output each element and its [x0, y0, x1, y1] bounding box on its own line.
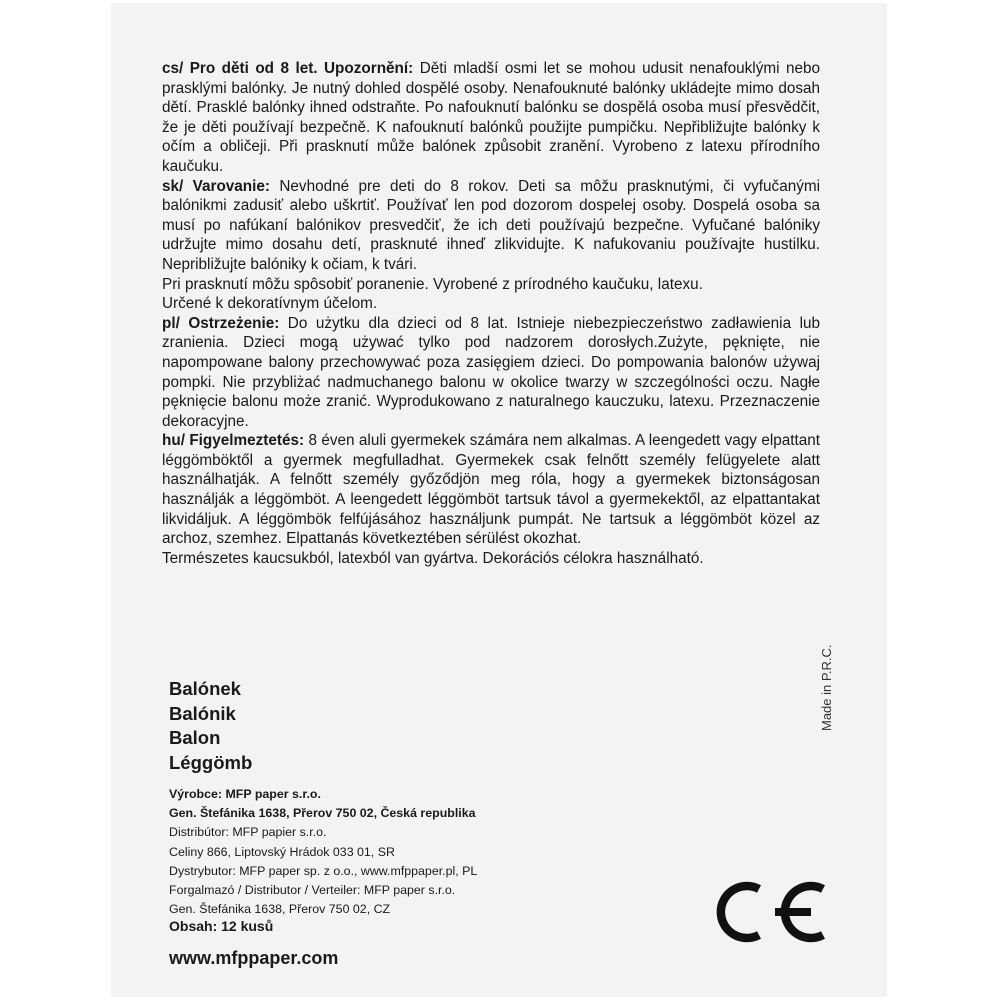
producer-line-4: Celiny 866, Liptovský Hrádok 033 01, SR — [169, 844, 395, 859]
product-name-hu: Léggömb — [169, 751, 253, 773]
product-name-pl: Balon — [169, 727, 221, 748]
warning-sk-text: Nevhodné pre deti do 8 rokov. Deti sa môžu prasknutými, či vyfučanými balónikmi zadusiť alebo uškrtiť. Používať len pod dozorom dospelej osoby. Dospelá osoba sa musí po nafúkaní balónikov presvedčiť, že ich deti používajú bezpečne. Vyfučané balóniky udržujte mimo dosahu detí, prasknuté ihneď zlikvidujte. K nafukovaniu používajte hustilku. Nepribližujte balóniky k očiam, k tvári. — [162, 177, 820, 273]
producer-info — [169, 785, 477, 919]
warning-sk-label: sk/ Varovanie: — [162, 177, 271, 195]
contents-count: Obsah: 12 kusů — [169, 918, 274, 934]
producer-line-1: Výrobce: MFP paper s.r.o. — [169, 787, 321, 801]
website-url: www.mfppaper.com — [169, 948, 339, 968]
warning-pl-text: Do użytku dla dzieci od 8 lat. Istnieje niebezpieczeństwo zadławienia lub zranienia. Dzieci mogą używać tylko pod nadzorem dorosłych.Zużyte, pęknięte, nie napompowane balony przechowywać poza zasięgiem dzieci. Do pompowania balonów używaj pompki. Nie przybliżać nadmuchanego balonu w okolice twarzy w szczególności oczu. Nagłe pęknięcie balonu może zranić. Wyprodukowano z naturalnego kauczuku, latexu. Przeznaczenie dekoracyjne. — [162, 314, 820, 430]
warning-pl-label: pl/ Ostrzeżenie: — [162, 314, 280, 332]
warning-hu-label: hu/ Figyelmeztetés: — [162, 432, 305, 450]
warning-cs-label: cs/ Pro děti od 8 let. Upozornění: — [162, 60, 414, 77]
producer-line-3: Distribútor: MFP papier s.r.o. — [169, 825, 327, 840]
warning-sk-extra-2: Určené k dekoratívnym účelom. — [162, 295, 378, 313]
product-name-cs: Balónek — [169, 678, 241, 699]
product-names — [169, 677, 252, 775]
warning-cs — [162, 59, 820, 177]
warning-hu-extra-1: Természetes kaucsukból, latexból van gyártva. Dekorációs célokra használható. — [162, 549, 704, 567]
producer-line-5: Dystrybutor: MFP paper sp. z o.o., www.mfppaper.pl, PL — [169, 863, 478, 878]
producer-line-2: Gen. Štefánika 1638, Přerov 750 02, Česká republika — [169, 806, 476, 821]
warning-hu-text: 8 éven aluli gyermekek számára nem alkalmas. A leengedett vagy elpattant léggömböktől a gyermek megfulladhat. Gyermekek csak felnőtt személy felügyelete alatt használhatják. A felnőtt személy győződjön meg róla, hogy a gyermekek biztonságosan használják a léggömböt. A leengedett léggömböt tartsuk távol a gyermekektől, az elpattantakat likvidáljuk. A léggömbök felfújásához használjunk pumpát. Ne tartsuk a léggömböt közel az archoz, szemhez. Elpattanás következtében sérülést okozhat. — [162, 432, 821, 548]
producer-line-6: Forgalmazó / Distributor / Verteiler: MFP paper s.r.o. — [169, 883, 456, 898]
warning-pl — [162, 314, 820, 432]
label-card — [111, 3, 887, 997]
warning-sk — [162, 177, 820, 275]
warning-cs-text: Děti mladší osmi let se mohou udusit nenafouklými nebo prasklými balónky. Je nutný dohled dospělé osoby. Nenafouknuté balónky ukládejte mimo dosah dětí. Prasklé balónky ihned odstraňte. Po nafouknutí balónku se dospělá osoba musí přesvědčit, že je děti používají bezpečně. K nafouknutí balónků použijte pumpičku. Nepřibližujte balónky k očím a obličeji. Při prasknutí může balónek způsobit zranění. Vyrobeno z latexu přírodního kaučuku. — [162, 60, 820, 175]
made-in-text: Made in P.R.C. — [819, 644, 834, 731]
product-name-sk: Balónik — [169, 702, 236, 724]
warning-sk-extra-1: Pri prasknutí môžu spôsobiť poranenie. Vyrobené z prírodného kaučuku, latexu. — [162, 275, 703, 293]
producer-line-7: Gen. Štefánika 1638, Přerov 750 02, CZ — [169, 902, 391, 917]
warning-hu — [162, 431, 820, 549]
warnings-block — [162, 59, 820, 568]
ce-mark-icon — [705, 881, 829, 943]
